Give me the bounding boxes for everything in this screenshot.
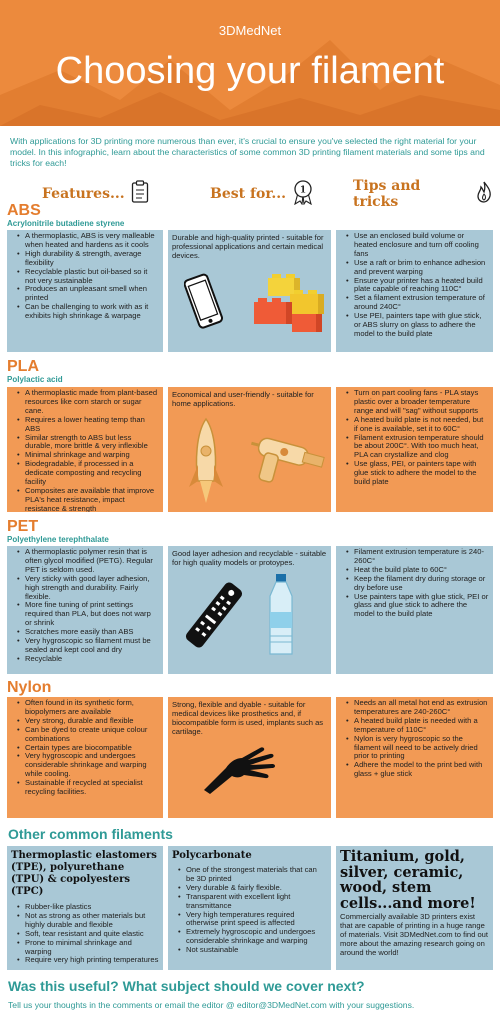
list-item: • Scratches more easily than ABS	[15, 628, 159, 637]
list-item: • Use a raft or brim to enhance adhesion and prevent warping	[344, 259, 489, 277]
page-title: Choosing your filament	[55, 50, 445, 92]
more-materials-title: Titanium, gold, silver, ceramic, wood, stem cells...and more!	[340, 848, 476, 912]
more-materials-text: Commercially available 3D printers exist that are capable of printing in a huge range of materials. Visit 3DMedNet.com to find out more about the amazing research going on around the world!	[340, 912, 489, 957]
features-heading	[42, 180, 162, 208]
abs-features	[7, 230, 163, 352]
more-materials-card	[336, 846, 493, 970]
list-item: • Very high temperatures required otherwise print speed is affected	[176, 911, 327, 929]
abs-tips	[336, 230, 493, 352]
list-item: • Very sticky with good layer adhesion, high strength and durability. Fairly flexible.	[15, 575, 159, 602]
list-item: • Soft, tear resistant and quite elastic	[15, 930, 159, 939]
pet-full-name: Polyethylene terephthalate	[7, 535, 109, 544]
list-item: • Very strong, durable and flexible	[15, 717, 159, 726]
tips-heading	[353, 180, 493, 208]
pet-name: PET	[7, 518, 39, 535]
list-item: • Not as strong as other materials but highly durable and flexible	[15, 912, 159, 930]
list-item: • Rubber-like plastics	[15, 903, 159, 912]
svg-text:1: 1	[299, 185, 307, 196]
other-filaments-title: Other common filaments	[8, 826, 173, 842]
list-item: • Use glass, PEI, or painters tape with glue stick to adhere the model to the build plate	[344, 460, 489, 487]
list-item: • Filament extrusion temperature should be about 200C°. With too much heat, PLA can crystallize and clog	[344, 434, 489, 461]
list-item: • A heated build plate is not needed, but if one is available, set it to 60C°	[344, 416, 489, 434]
list-item: • Requires a lower heating temp than ABS	[15, 416, 159, 434]
list-item: • Recyclable	[15, 655, 159, 664]
nylon-best-text: Strong, flexible and dyable - suitable for medical devices like prosthetics and, if biocompatible form is used, implants such as cartilage.	[172, 700, 324, 736]
list-item: • A thermoplastic, ABS is very malleable when heated and hardens as it cools	[15, 232, 159, 250]
list-item: • Similar strength to ABS but less durable, more brittle & very inflexible	[15, 434, 159, 452]
header-banner	[0, 0, 500, 126]
list-item: • Require very high printing temperatures	[15, 956, 159, 965]
polycarbonate-list	[168, 862, 331, 957]
list-item: • Transparent with excellent light transmittance	[176, 893, 327, 911]
pla-name: PLA	[7, 358, 39, 375]
abs-full-name: Acrylonitrile butadiene styrene	[7, 219, 125, 228]
list-item: • Prone to minimal shrinkage and warping	[15, 939, 159, 957]
list-item: • A thermoplastic polymer resin that is often glycol modified (PETG). Regular PET is seldom used.	[15, 548, 159, 575]
abs-best-text: Durable and high-quality printed - suitable for professional applications and certain medical devices.	[172, 233, 324, 260]
list-item: • Often found in its synthetic form, biopolymers are available	[15, 699, 159, 717]
smartphone-icon	[184, 272, 224, 339]
list-item: • Nylon is very hygroscopic so the filament will need to be actively dried prior to printing	[344, 735, 489, 762]
pet-tips	[336, 546, 493, 674]
tpe-title: Thermoplastic elastomers (TPE), polyurethane (TPU) & copolyesters (TPC)	[11, 850, 157, 897]
clipboard-icon	[131, 180, 149, 208]
pla-full-name: Polylactic acid	[7, 375, 63, 384]
tips-label: Tips and tricks	[353, 178, 421, 210]
list-item: • Use painters tape with glue stick, PEI or glass and glue stick to adhere the model to the build plate	[344, 593, 489, 620]
pet-features-list	[7, 546, 163, 666]
nylon-tips-list	[336, 697, 493, 781]
list-item: • Certain types are biocompatible	[15, 744, 159, 753]
rocket-icon	[186, 415, 226, 512]
list-item: • Set a filament extrusion temperature of around 240C°	[344, 294, 489, 312]
list-item: • Minimal shrinkage and warping	[15, 451, 159, 460]
pla-features	[7, 387, 163, 512]
list-item: • Keep the filament dry during storage or dry before use	[344, 575, 489, 593]
nylon-name: Nylon	[7, 679, 52, 696]
features-label: Features...	[42, 186, 125, 202]
flame-icon	[475, 180, 493, 208]
pla-tips	[336, 387, 493, 512]
pet-features	[7, 546, 163, 674]
nylon-features-list	[7, 697, 163, 799]
remote-control-icon	[176, 577, 252, 658]
polycarbonate-card	[168, 846, 331, 970]
list-item: • Not sustainable	[176, 946, 327, 955]
list-item: • Can be challenging to work with as it exhibits high shrinkage & warpage	[15, 303, 159, 321]
abs-name: ABS	[7, 202, 41, 219]
ray-gun-icon	[244, 428, 330, 499]
best-for-heading	[210, 180, 320, 208]
pla-tips-list	[336, 387, 493, 489]
list-item: • A heated build plate is needed with a temperature of 110C°	[344, 717, 489, 735]
list-item: • Biodegradable, if processed in a dedicate composting and recycling facility	[15, 460, 159, 487]
list-item: • Very hygroscopic and undergoes considerable shrinkage and warping while cooling.	[15, 752, 159, 779]
list-item: • Very durable & fairly flexible.	[176, 884, 327, 893]
list-item: • Use PEI, painters tape with glue stick, or ABS slurry on glass to adhere the model to the build plate	[344, 312, 489, 339]
polycarbonate-title: Polycarbonate	[172, 850, 252, 861]
list-item: • Filament extrusion temperature is 240-260C°	[344, 548, 489, 566]
list-item: • One of the strongest materials that can be 3D printed	[176, 866, 327, 884]
tpe-card	[7, 846, 163, 970]
list-item: • Turn on part cooling fans - PLA stays plastic over a broader temperature range and will "sag" without supports	[344, 389, 489, 416]
list-item: • More fine tuning of print settings required than PLA, but does not warp or shrink	[15, 601, 159, 628]
water-bottle-icon	[266, 572, 296, 663]
pla-best-text: Economical and user-friendly - suitable for home applications.	[172, 390, 314, 408]
footer-question: Was this useful? What subject should we cover next?	[8, 978, 365, 994]
pet-best-text: Good layer adhesion and recyclable - suitable for high quality models or protoypes.	[172, 549, 327, 567]
brand-name: 3DMedNet	[218, 23, 282, 38]
list-item: • Needs an all metal hot end as extrusion temperatures are 240-260C°	[344, 699, 489, 717]
list-item: • Can be dyed to create unique colour combinations	[15, 726, 159, 744]
intro-text: With applications for 3D printing more numerous than ever, it's crucial to ensure you've selected the right material for your model. In this infographic, learn about the characteristics of some common 3D printing filament materials and some tips and tricks for each!	[10, 136, 485, 168]
list-item: • Composites are available that improve PLA's heat resistance, impact resistance & strength	[15, 487, 159, 512]
list-item: • Use an enclosed build volume or heated enclosure and turn off cooling fans	[344, 232, 489, 259]
list-item: • Sustainable if recycled at specialist recycling facilities.	[15, 779, 159, 797]
award-ribbon-icon	[292, 179, 314, 209]
list-item: • Adhere the model to the print bed with glass + glue stick	[344, 761, 489, 779]
pet-tips-list	[336, 546, 493, 621]
abs-tips-list	[336, 230, 493, 341]
list-item: • A thermoplastic made from plant-based resources like corn starch or sugar cane.	[15, 389, 159, 416]
abs-features-list	[7, 230, 163, 323]
list-item: • Very hygroscopic so filament must be sealed and kept cool and dry	[15, 637, 159, 655]
list-item: • Extremely hygroscopic and undergoes considerable shrinkage and warping	[176, 928, 327, 946]
list-item: • Ensure your printer has a heated build plate capable of reaching 110C°	[344, 277, 489, 295]
list-item: • Produces an unpleasant smell when printed	[15, 285, 159, 303]
tpe-list	[7, 898, 163, 967]
list-item: • Recyclable plastic but oil-based so it not very sustainable	[15, 268, 159, 286]
nylon-tips	[336, 697, 493, 818]
nylon-features	[7, 697, 163, 818]
lego-bricks-icon	[250, 268, 330, 341]
list-item: • High durability & strength, average flexibility	[15, 250, 159, 268]
best-for-label: Best for...	[210, 186, 287, 202]
list-item: • Heat the build plate to 60C°	[344, 566, 489, 575]
prosthetic-hand-icon	[200, 738, 280, 799]
footer-text: Tell us your thoughts in the comments or email the editor @ editor@3DMedNet.com with your suggestions.	[8, 1000, 415, 1010]
pla-features-list	[7, 387, 163, 512]
